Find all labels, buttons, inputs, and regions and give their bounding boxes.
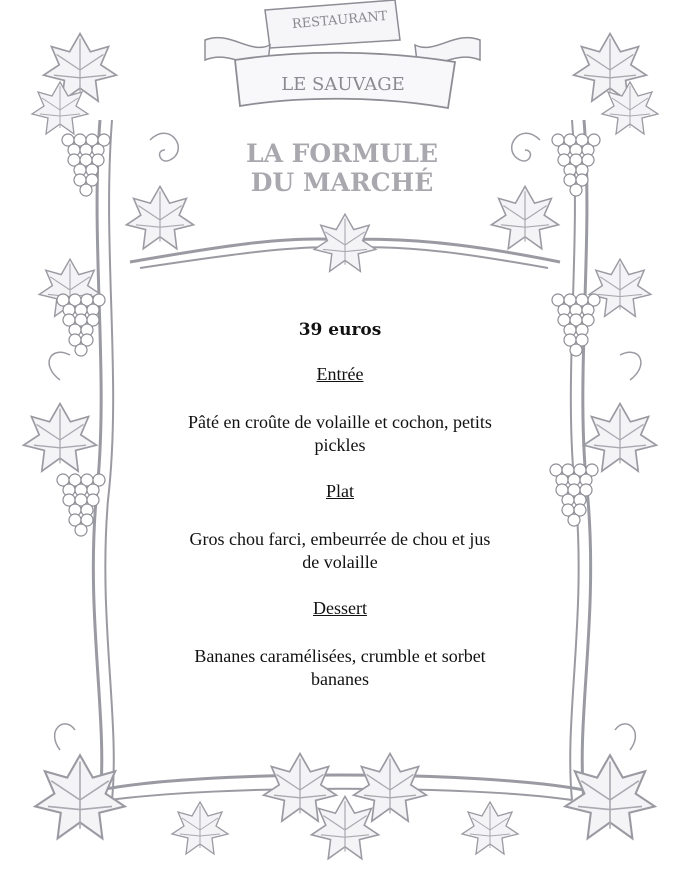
dish-dessert-line2: bananes: [311, 669, 369, 689]
page-title-line2: DU MARCHÉ: [250, 168, 434, 197]
ribbon-main-text: LE SAUVAGE: [281, 74, 405, 95]
section-heading-entree: Entrée: [316, 364, 364, 384]
menu-content: [150, 300, 530, 691]
dish-entree: [150, 411, 530, 457]
ribbon-top-text: RESTAURANT: [291, 8, 389, 33]
menu-price: 39 euros: [298, 320, 382, 340]
dish-entree-line2: pickles: [314, 435, 366, 455]
dish-dessert: [150, 645, 530, 691]
dish-plat-line2: de volaille: [302, 552, 378, 572]
dish-plat: [150, 528, 530, 574]
dish-plat-line1: Gros chou farci, embeurrée de chou et jus: [189, 529, 491, 549]
page-title-line1: LA FORMULE: [245, 139, 439, 168]
dish-dessert-line1: Bananes caramélisées, crumble et sorbet: [194, 646, 486, 666]
dish-entree-line1: Pâté en croûte de volaille et cochon, petits: [188, 412, 492, 432]
section-heading-dessert: Dessert: [313, 598, 367, 618]
section-heading-plat: Plat: [325, 481, 354, 501]
